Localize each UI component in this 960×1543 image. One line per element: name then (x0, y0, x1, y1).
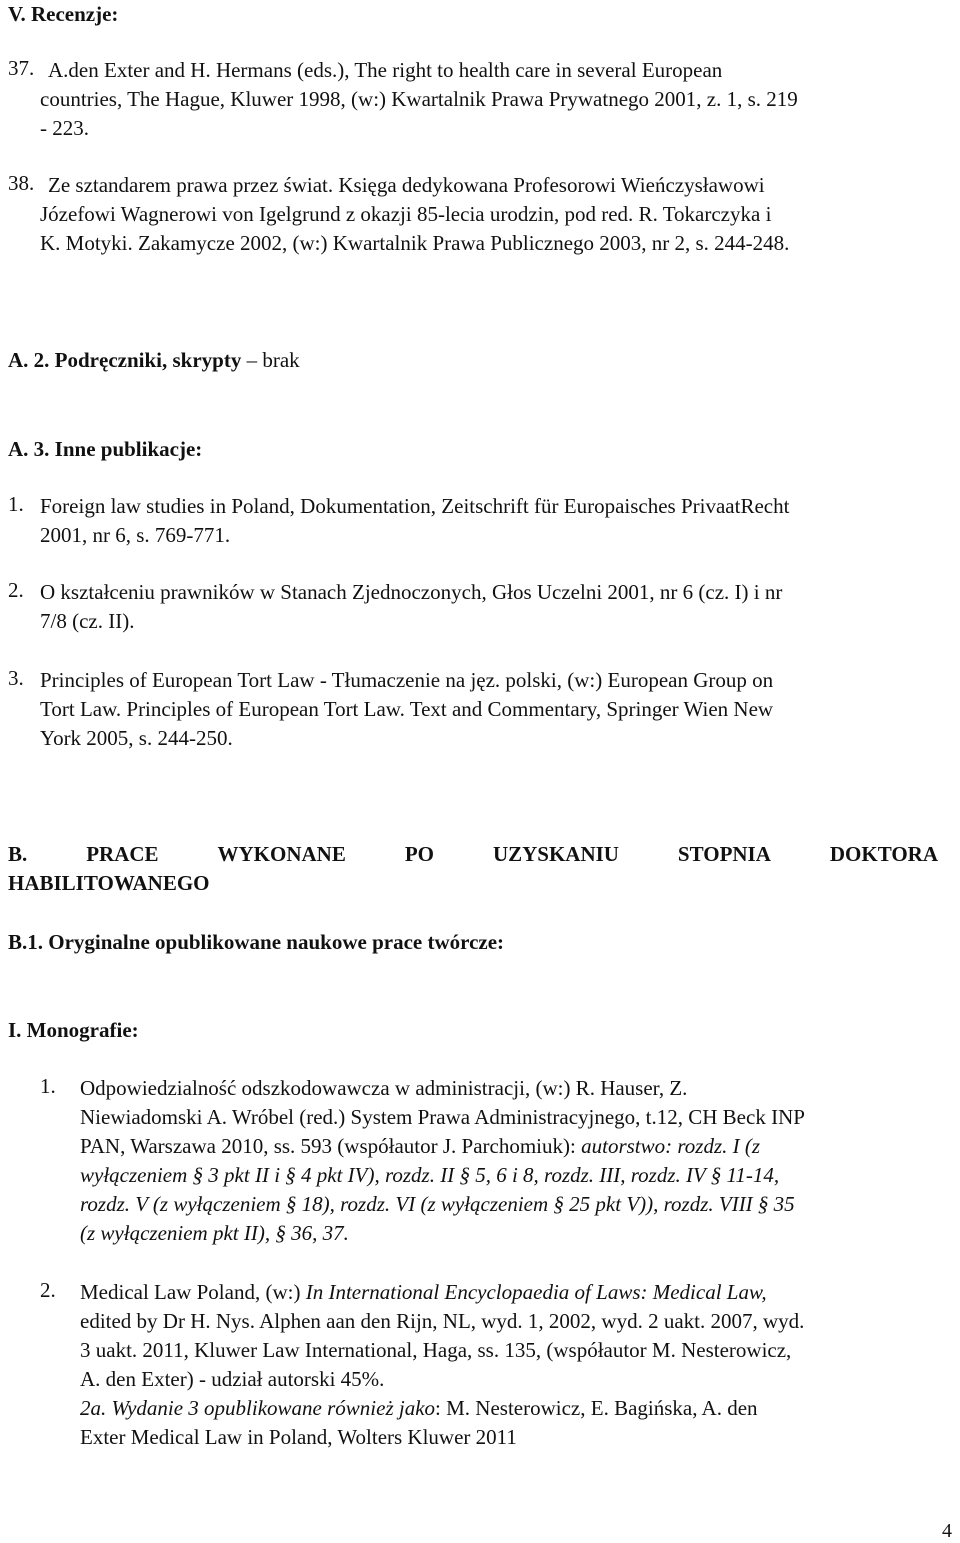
entry-number: 38. (8, 171, 35, 195)
review-entry-37: 37. A.den Exter and H. Hermans (eds.), The right to health care in several European countries, The Hague, Kluwer 1998, (w:) Kwartalnik Prawa Prywatnego 2001, z. 1, s. 219 - 223. (8, 56, 798, 140)
section-b-title-line: B. PRACE WYKONANE PO UZYSKANIU STOPNIA DOKTORA (8, 842, 938, 866)
section-heading-b: B. PRACE WYKONANE PO UZYSKANIU STOPNIA DOKTORA HABILITOWANEGO (8, 842, 938, 895)
entry-number: 37. (8, 56, 35, 80)
publication-entry-2: 2. O kształceniu prawników w Stanach Zjednoczonych, Głos Uczelni 2001, nr 6 (cz. I) i nr 7/8 (cz. II). (8, 578, 783, 633)
monograph-entry-1: 1. Odpowiedzialność odszkodowawcza w administracji, (w:) R. Hauser, Z. Niewiadomski A. Wróbel (red.) System Prawa Administracyjnego, t.12, CH Beck INP PAN, Warszawa 2010, ss. 593 (współautor J. Parchomiuk): autorstwo: rozdz. I (z wyłączeniem § 3 pkt II i § 4 pkt IV), rozdz. II § 5, 6 i 8, rozdz. III, rozdz. IV § 11-14, rozdz. V (z wyłączeniem § 18), rozdz. VI (z wyłączeniem § 25 pkt V)), rozdz. VIII § 35 (z wyłączeniem pkt II), § 36, 37. (40, 1074, 805, 1245)
subsection-b1: B.1. Oryginalne opublikowane naukowe prace twórcze: (8, 930, 505, 954)
review-entry-38: 38. Ze sztandarem prawa przez świat. Księga dedykowana Profesorowi Wieńczysławowi Józefowi Wagnerowi von Igelgrund z okazji 85-lecia urodzin, pod red. R. Tokarczyka i K. Motyki. Zakamycze 2002, (w:) Kwartalnik Prawa Publicznego 2003, nr 2, s. 244-248. (8, 171, 790, 255)
section-heading-recenzje: V. Recenzje: (8, 2, 119, 26)
heading-monografie: I. Monografie: (8, 1018, 139, 1042)
section-inne-publikacje: A. 3. Inne publikacje: (8, 437, 203, 461)
monograph-entry-2: 2. Medical Law Poland, (w:) In International Encyclopaedia of Laws: Medical Law, edited by Dr H. Nys. Alphen aan den Rijn, NL, wyd. 1, 2002, wyd. 2 uakt. 2007, wyd. 3 uakt. 2011, Kluwer Law International, Haga, ss. 135, (współautor M. Nesterowicz, A. den Exter) - udział autorski 45%. 2a. Wydanie 3 opublikowane również jako: M. Nesterowicz, E. Bagińska, A. den Exter Medical Law in Poland, Wolters Kluwer 2011 (40, 1278, 805, 1449)
page-number: 4 (942, 1520, 952, 1542)
publication-entry-1: 1. Foreign law studies in Poland, Dokumentation, Zeitschrift für Europaisches PrivaatRecht 2001, nr 6, s. 769-771. (8, 492, 790, 547)
publication-entry-3: 3. Principles of European Tort Law - Tłumaczenie na jęz. polski, (w:) European Group on Tort Law. Principles of European Tort Law. Text and Commentary, Springer Wien New York 2005, s. 244-250. (8, 666, 774, 750)
section-podreczniki: A. 2. Podręczniki, skrypty – brak (8, 348, 300, 372)
